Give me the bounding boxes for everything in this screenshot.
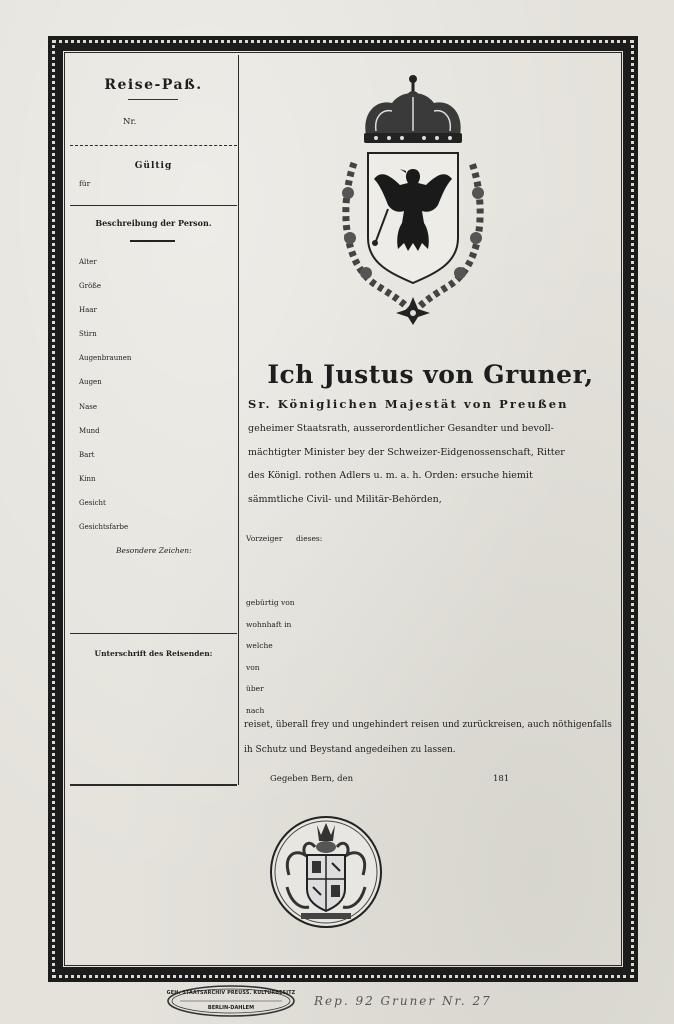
which-label: welche — [246, 641, 273, 650]
gruner-family-seal-icon — [269, 815, 383, 929]
year-value: 181 — [493, 774, 510, 784]
field-complexion: Gesichtsfarbe — [79, 523, 129, 531]
document-body — [63, 51, 623, 967]
stamp-line: GEH. STAATSARCHIV PREUSS. KULTURBESITZ — [166, 991, 296, 996]
archive-reference-note: Rep. 92 Gruner Nr. 27 — [314, 994, 492, 1008]
passport-left-column — [70, 55, 237, 785]
prussian-eagle-crest-icon — [336, 73, 490, 325]
archive-stamp-text — [166, 984, 296, 1018]
divider — [70, 633, 237, 634]
field-face: Gesicht — [79, 499, 106, 507]
field-height: Größe — [79, 282, 101, 290]
closing-line: ih Schutz und Beystand angedeihen zu lassen. — [244, 745, 456, 755]
resident-label: wohnhaft in — [246, 620, 292, 629]
field-hair: Haar — [79, 306, 97, 314]
field-forehead: Stirn — [79, 330, 97, 338]
valid-for-label: für — [79, 179, 91, 188]
paragraph-line: des Königl. rothen Adlers u. m. a. h. Orden: ersuche hiemit — [248, 470, 533, 481]
divider — [70, 205, 237, 206]
bearer-label: Vorzeiger — [246, 534, 283, 543]
field-chin: Kinn — [79, 475, 96, 483]
column-divider — [238, 55, 239, 785]
field-mouth: Mund — [79, 427, 100, 435]
paragraph-line: geheimer Staatsrath, ausserordentlicher Gesandter und bevoll- — [248, 423, 554, 434]
field-age: Alter — [79, 258, 97, 266]
description-heading: Beschreibung der Person. — [95, 218, 212, 228]
divider — [70, 784, 237, 786]
given-at-label: Gegeben Bern, den — [270, 774, 354, 784]
validity-label: Gültig — [134, 161, 173, 171]
via-label: über — [246, 684, 264, 693]
signature-label: Unterschrift des Reisenden: — [94, 649, 213, 658]
issuer-title: Sr. Königlichen Majestät von Preußen — [248, 397, 569, 411]
to-label: nach — [246, 706, 265, 715]
paragraph-line: mächtigter Minister bey der Schweizer-Eidgenossenschaft, Ritter — [248, 446, 565, 458]
closing-text — [244, 713, 612, 763]
divider — [70, 145, 237, 146]
born-label: gebürtig von — [246, 598, 295, 607]
field-beard: Bart — [79, 451, 95, 459]
issuer-paragraph — [248, 417, 612, 511]
title-rule — [128, 99, 178, 100]
description-rule — [130, 240, 175, 242]
field-nose: Nase — [79, 403, 98, 411]
paragraph-line: sämmtliche Civil- und Militär-Behörden, — [248, 493, 442, 505]
from-label: von — [246, 663, 260, 672]
stamp-line: BERLIN-DAHLEM — [207, 1005, 255, 1011]
special-marks-label: Besondere Zeichen: — [116, 546, 192, 555]
field-eyebrows: Augenbraunen — [79, 354, 132, 362]
issuer-heading: Ich Justus von Gruner, — [267, 360, 594, 389]
closing-line: reiset, überall frey und ungehindert reisen und zurückreisen, auch nöthigenfalls — [244, 720, 612, 730]
passport-title: Reise-Paß. — [104, 77, 203, 93]
number-label: Nr. — [123, 117, 137, 127]
field-eyes: Augen — [79, 378, 102, 386]
bearer-suffix: dieses: — [296, 534, 323, 543]
